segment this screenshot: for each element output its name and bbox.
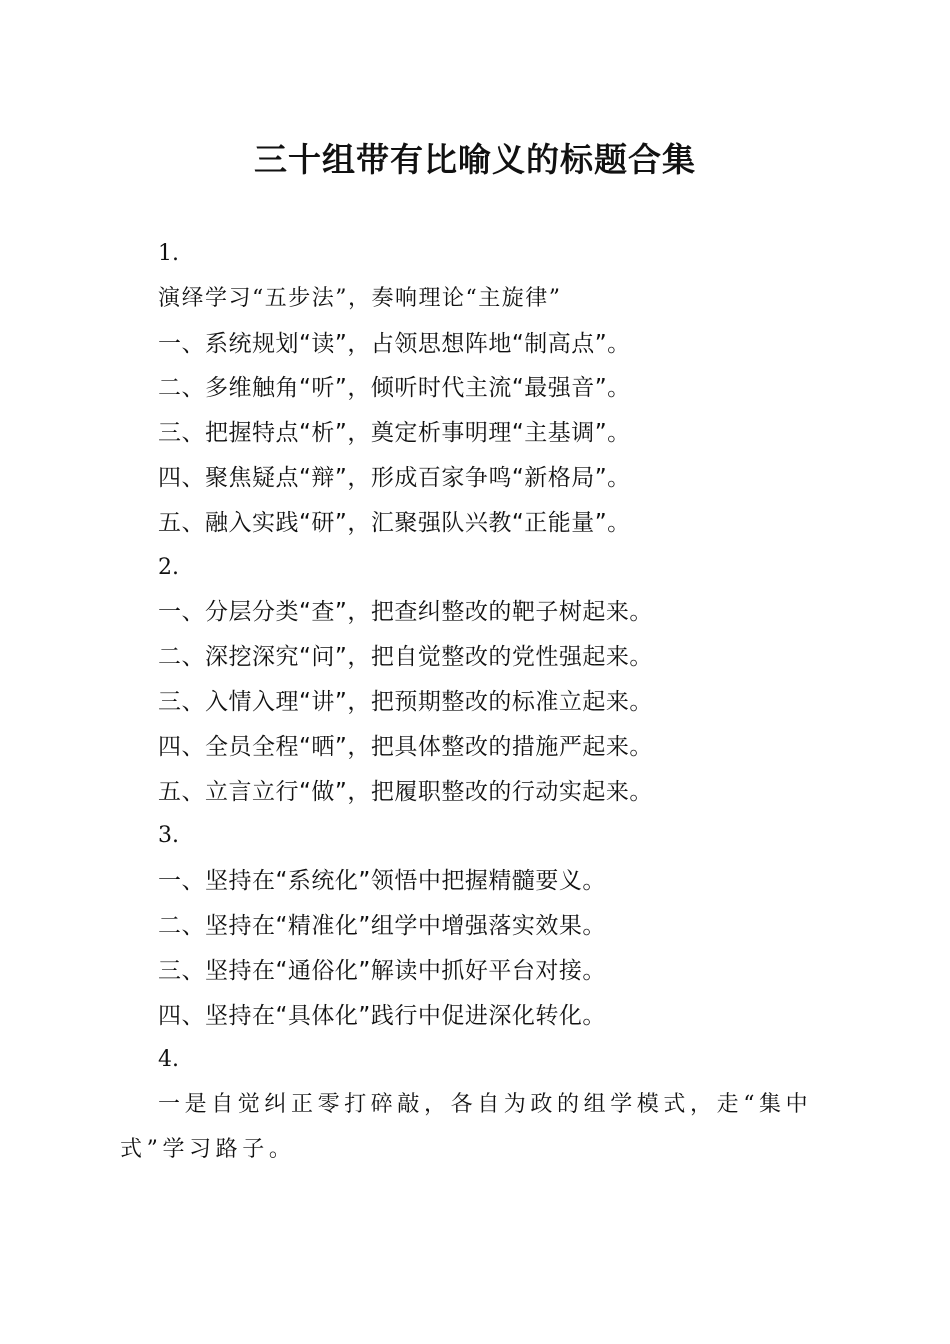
list-item: 一、坚持在“系统化”领悟中把握精髓要义。: [158, 868, 606, 895]
paragraph: 一是自觉纠正零打碎敲，各自为政的组学模式，走“集中式”学习路子。: [120, 1092, 813, 1162]
group-number: 1.: [158, 241, 179, 266]
list-item: 二、坚持在“精准化”组学中增强落实效果。: [158, 912, 606, 939]
list-item: 四、聚焦疑点“辩”，形成百家争鸣“新格局”。: [158, 464, 631, 491]
list-item: 五、融入实践“研”，汇聚强队兴教“正能量”。: [158, 509, 631, 536]
group-subtitle: 演绎学习“五步法”，奏响理论“主旋律”: [158, 285, 562, 311]
page-title: 三十组带有比喻义的标题合集: [254, 140, 696, 179]
list-item: 一、系统规划“读”，占领思想阵地“制高点”。: [158, 330, 631, 357]
list-item: 三、入情入理“讲”，把预期整改的标准立起来。: [158, 688, 653, 715]
group-number: 4.: [158, 1047, 179, 1073]
group-number: 2.: [158, 554, 179, 580]
list-item: 一、分层分类“查”，把查纠整改的靶子树起来。: [158, 599, 653, 626]
document-body: [120, 232, 832, 1173]
group-number: 3.: [158, 823, 179, 849]
list-item: 四、坚持在“具体化”践行中促进深化转化。: [158, 1002, 606, 1029]
list-item: 五、立言立行“做”，把履职整改的行动实起来。: [158, 778, 653, 805]
list-item: 二、多维触角“听”，倾听时代主流“最强音”。: [158, 375, 631, 402]
list-item: 四、全员全程“晒”，把具体整改的措施严起来。: [158, 733, 653, 760]
list-item: 三、坚持在“通俗化”解读中抓好平台对接。: [158, 957, 606, 984]
list-item: 三、把握特点“析”，奠定析事明理“主基调”。: [158, 420, 631, 447]
list-item: 二、深挖深究“问”，把自觉整改的党性强起来。: [158, 644, 653, 671]
